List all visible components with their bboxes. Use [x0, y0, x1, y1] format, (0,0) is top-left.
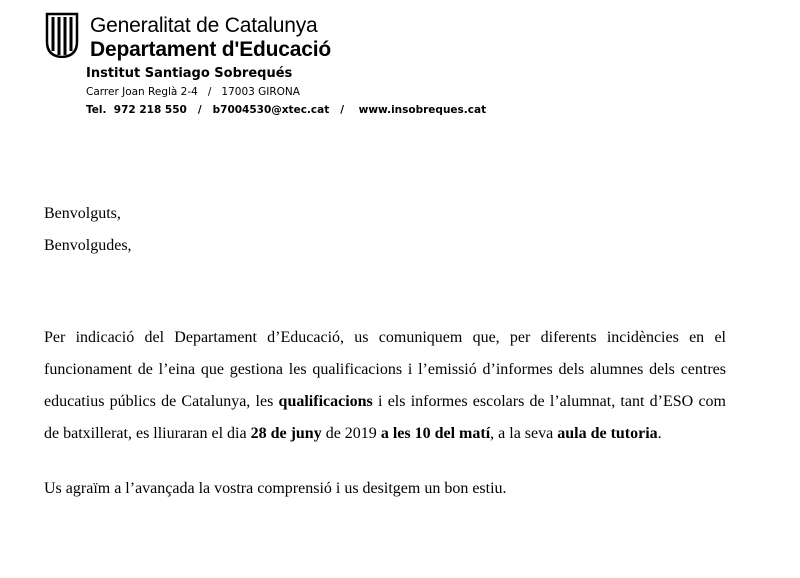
closing-line: Us agraïm a l’avançada la vostra comprensió i us desitgem un bon estiu. [44, 480, 507, 497]
greeting-line-2: Benvolgudes, [44, 237, 132, 254]
notice-text: . [657, 425, 662, 442]
notice-text: , a la seva [490, 425, 558, 442]
notice-text: i els informes escolars de l’alumnat, tant d’ESO com de batxillerat, es lliuraran el dia [44, 393, 726, 442]
notice-paragraph [44, 322, 726, 450]
government-name: Generalitat de Catalunya [90, 14, 318, 37]
notice-emphasis-classroom: aula de tutoria [557, 425, 658, 442]
notice-emphasis-grades: qualificacions [278, 393, 373, 410]
notice-text: de 2019 [321, 425, 381, 442]
notice-text: Per indicació del Departament d’Educació, us comuniquem que, per diferents incidències en el funcionament de l’eina que gestiona les qualificacions i l’emissió d’informes dels alumnes dels centres educatius públics de Catalunya, les [44, 329, 726, 410]
department-name: Departament d'Educació [90, 38, 331, 61]
notice-emphasis-date: 28 de juny [250, 425, 322, 442]
letter-body [44, 198, 726, 516]
institute-address: Carrer Joan Reglà 2-4 / 17003 GIRONA [86, 86, 300, 98]
greeting-line-1: Benvolguts, [44, 205, 121, 222]
institute-name: Institut Santiago Sobrequés [86, 66, 293, 81]
catalan-coat-of-arms-icon [45, 12, 79, 58]
notice-emphasis-time: a les 10 del matí [380, 425, 491, 442]
institute-contact: Tel. 972 218 550 / b7004530@xtec.cat / www.insobreques.cat [86, 104, 487, 116]
